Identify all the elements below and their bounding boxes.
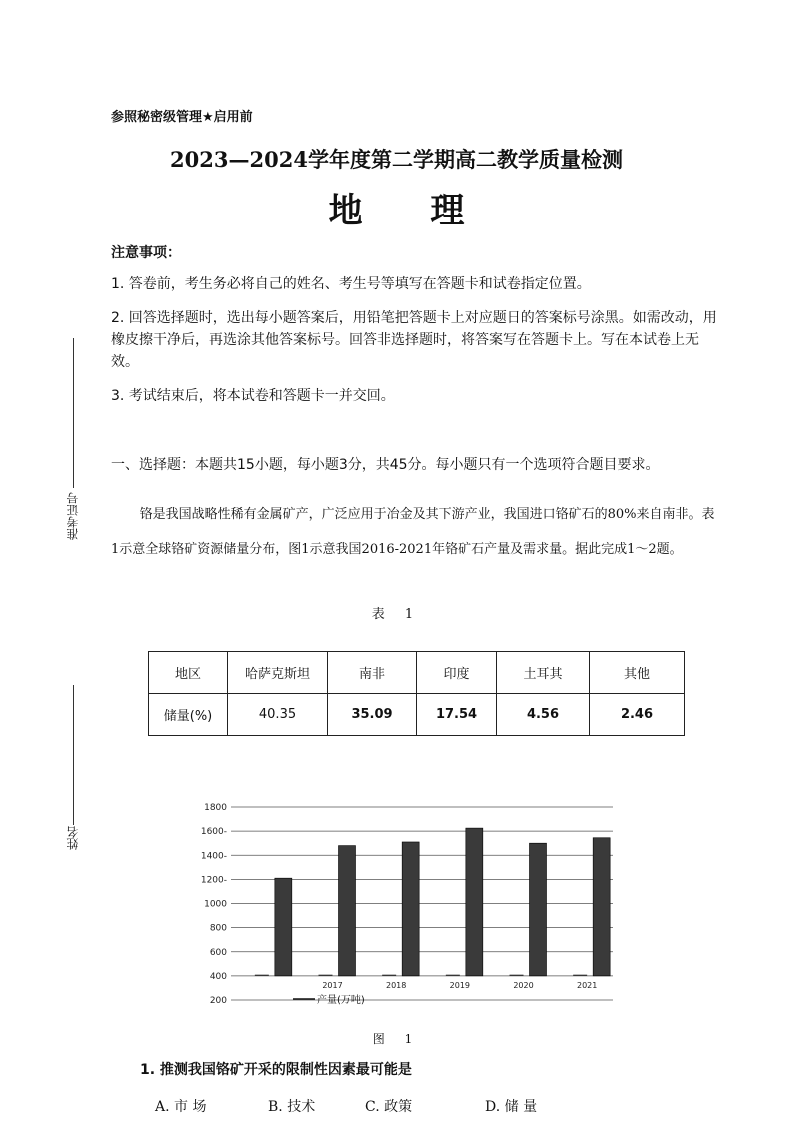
table-cell: 2.46 xyxy=(590,694,685,736)
margin-line-top xyxy=(73,338,74,488)
figure-caption: 图 1 xyxy=(372,1032,421,1046)
option-b: B. 技术 xyxy=(268,1099,316,1115)
y-tick-label: 1200- xyxy=(200,875,227,886)
demand-bar xyxy=(593,838,610,976)
table-cell: 地区 xyxy=(149,652,228,694)
table-row xyxy=(149,694,685,736)
y-tick-label: 1800 xyxy=(204,803,227,813)
x-tick-label: 2021 xyxy=(576,980,598,990)
notice-item-3: 3. 考试结束后，将本试卷和答题卡一并交回。 xyxy=(111,388,395,404)
x-tick-label: 2018 xyxy=(385,980,407,990)
table-cell: 哈萨克斯坦 xyxy=(228,652,328,694)
production-bar xyxy=(446,975,460,976)
demand-bar xyxy=(275,878,292,976)
production-bar xyxy=(510,975,524,976)
demand-bar xyxy=(402,842,419,976)
question-1-stem: 1. 推测我国铬矿开采的限制性因素最可能是 xyxy=(140,1062,412,1078)
demand-bar xyxy=(530,843,547,976)
section-heading: 一、选择题：本题共15小题，每小题3分，共45分。每小题只有一个选项符合题目要求。 xyxy=(111,457,660,473)
y-tick-label: 200 xyxy=(209,996,227,1006)
legend-label: 产量(万吨) xyxy=(317,995,365,1006)
x-tick-label: 2017 xyxy=(322,980,343,990)
subject-title: 地 理 xyxy=(328,191,493,231)
production-bar xyxy=(573,975,587,976)
x-tick-label: 2019 xyxy=(449,980,471,990)
y-tick-label: 1600- xyxy=(200,827,227,838)
margin-line-bottom xyxy=(73,685,74,825)
table-header-row xyxy=(149,652,685,694)
intro-paragraph: 铬是我国战略性稀有金属矿产，广泛应用于冶金及其下游产业，我国进口铬矿石的80%来自南非。表1示意全球铬矿资源储量分布，图1示意我国2016-2021年铬矿石产量及需求量。据此完成1～2题。 xyxy=(111,507,715,557)
table-cell: 其他 xyxy=(590,652,685,694)
table-cell: 4.56 xyxy=(497,694,590,736)
table-cell: 印度 xyxy=(417,652,497,694)
option-d: D. 储 量 xyxy=(485,1099,538,1115)
y-tick-label: 1400- xyxy=(200,851,227,862)
y-tick-label: 800 xyxy=(209,923,227,934)
margin-label-name: 姓名 xyxy=(66,826,80,850)
margin-label-exam-id: 准考证号 xyxy=(66,492,80,540)
production-bar xyxy=(382,975,396,976)
production-chart xyxy=(195,795,625,1015)
table-cell: 40.35 xyxy=(228,694,328,736)
table-caption: 表 1 xyxy=(371,607,422,622)
notice-heading: 注意事项： xyxy=(111,245,181,261)
demand-bar xyxy=(339,846,356,976)
production-bar xyxy=(319,975,333,976)
production-bar xyxy=(255,975,269,976)
table-cell: 南非 xyxy=(328,652,417,694)
exam-title: 2023—2024学年度第二学期高二教学质量检测 xyxy=(170,147,623,172)
secret-level: 参照秘密级管理★启用前 xyxy=(111,110,253,125)
notice-item-1: 1. 答卷前，考生务必将自己的姓名、考生号等填写在答题卡和试卷指定位置。 xyxy=(111,276,591,292)
table-cell: 17.54 xyxy=(417,694,497,736)
table-cell: 土耳其 xyxy=(497,652,590,694)
option-c: C. 政策 xyxy=(365,1099,413,1115)
table-cell: 35.09 xyxy=(328,694,417,736)
x-tick-label: 2020 xyxy=(513,980,534,990)
y-tick-label: 600 xyxy=(209,947,227,958)
reserves-table xyxy=(148,651,685,736)
table-cell: 储量(%) xyxy=(149,694,228,736)
y-tick-label: 400 xyxy=(209,971,227,982)
y-tick-label: 1000 xyxy=(204,899,227,910)
demand-bar xyxy=(466,828,483,976)
option-a: A. 市 场 xyxy=(155,1099,207,1115)
notice-item-2: 2. 回答选择题时，选出每小题答案后，用铅笔把答题卡上对应题日的答案标号涂黑。如需改动，用橡皮擦干净后，再选涂其他答案标号。回答非选择题时，将答案写在答题卡上。写在本试卷上无效。 xyxy=(111,310,717,370)
